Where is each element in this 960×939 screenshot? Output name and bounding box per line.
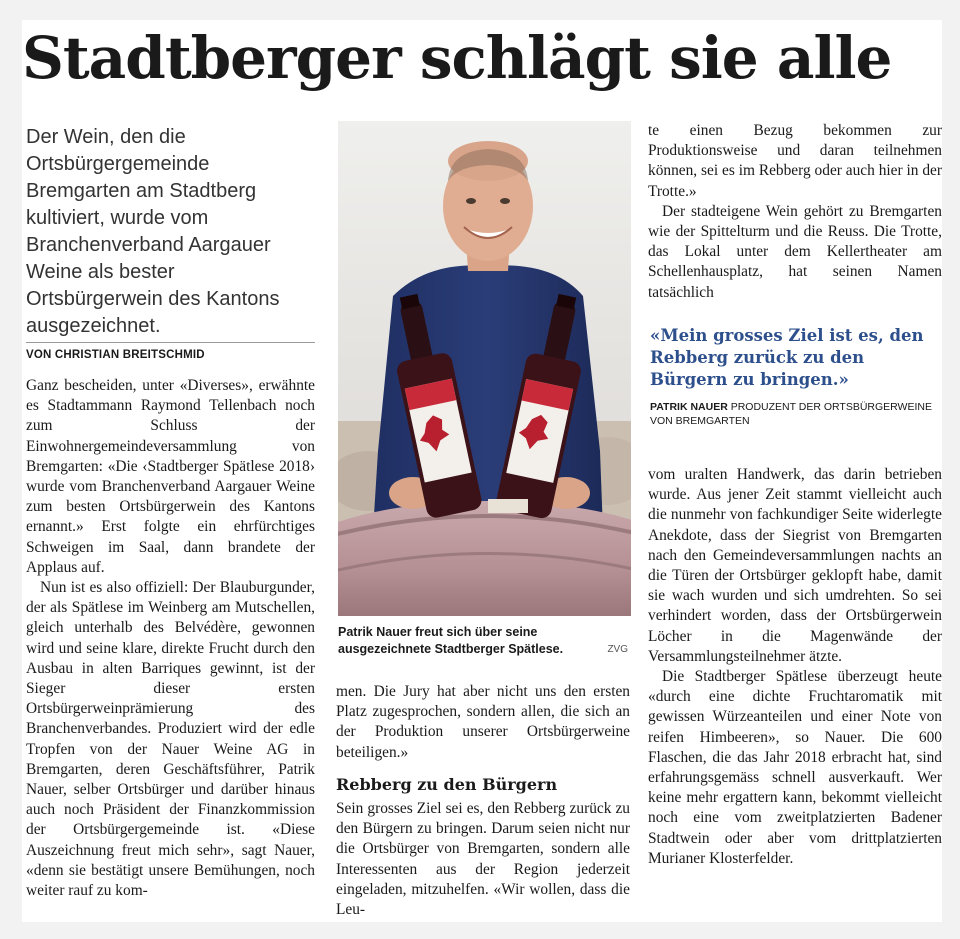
article-column-2 — [336, 682, 630, 920]
paragraph: Der stadteigene Wein gehört zu Bremgarten wie der Spittelturm und die Reuss. Die Trotte, das Lokal unter dem Kellertheater am Schellenhausplatz, hat seinen Namen tatsächlich — [648, 202, 942, 301]
caption-text: Patrik Nauer freut sich über seine ausgezeichnete Stadtberger Spätlese. — [338, 625, 564, 656]
article-column-3-top — [648, 121, 942, 303]
article-column-3-bottom — [648, 465, 942, 869]
paragraph: Ganz bescheiden, unter «Diverses», erwähnte es Stadtammann Raymond Tellenbach noch zum Schluss der Einwohnergemeindeversammlung von Bremgarten: «Die ‹Stadtberger Spätlese 2018› wurde vom Branchenverband Aargauer Weine zum besten Ortsbürgerwein des Kantons ernannt.» Erst folgte ein ehrfürchtiges Schweigen im Saal, dann brandete der Applaus auf. — [26, 377, 315, 576]
paragraph: te einen Bezug bekommen zur Produktionsweise und daran teilnehmen können, sei es im Rebberg oder auch hier in der Trotte.» — [648, 122, 942, 200]
pull-quote: «Mein grosses Ziel ist es, den Rebberg zurück zu den Bürgern zu bringen.» — [650, 326, 924, 389]
photo-caption — [338, 624, 631, 658]
photo-credit: ZVG — [607, 644, 628, 655]
lead-paragraph: Der Wein, den die Ortsbürgergemeinde Bremgarten am Stadtberg kultiviert, wurde vom Branchenverband Aargauer Weine als bester Ortsbürgerwein des Kantons ausgezeichnet. — [26, 126, 280, 337]
article-photo — [338, 121, 631, 616]
paragraph: Die Stadtberger Spätlese überzeugt heute «durch eine dichte Fruchtaromatik mit gewissen Würzeanteilen und einer Note von reifen Himbeeren», so Nauer. Die 600 Flaschen, die das Jahr 2018 erbracht hat, sind erfahrungsgemäss schnell ausverkauft. Wer keine mehr ergattern kann, bekommt vielleicht noch eine vom zweitplatzierten Badener Stadtwein oder aber vom drittplatzierten Murianer Klosterfelder. — [648, 668, 942, 867]
pull-quote-attribution — [650, 400, 940, 428]
paragraph: Nun ist es also offiziell: Der Blauburgunder, der als Spätlese im Weinberg am Mutschellen, gleich unterhalb des Belvédère, gewonnen wird und seine klare, direkte Frucht durch den Ausbau in alten Barriques gewinnt, ist der Sieger dieser ersten Ortsbürgerweinprämierung des Branchenverbandes. Produziert wird der edle Tropfen von der Nauer Weine AG in Bremgarten, deren Geschäftsführer, Patrik Nauer, selber Ortsbürger und darüber hinaus auch noch Präsident der Finanzkommission der Ortsbürgergemeinde ist. «Diese Auszeichnung freut mich sehr», sagt Nauer, «denn sie bestätigt unsere Bemühungen, noch weiter rauf zu kom- — [26, 579, 315, 900]
paragraph: vom uralten Handwerk, das darin betrieben wurde. Aus jener Zeit stammt vielleicht auch die nunmehr von fachkundiger Seite widerlegte Anekdote, dass der Siegrist von Bremgarten nach den Gemeindeversammlungen nachts an die Türen der Ortsbürger geklopft habe, damit sie wach wurden und sich umdrehten. So sei verhindert worden, dass der Ortsbürgerwein Löcher in die Magenwände der Versammlungsteilnehmer ätzte. — [648, 466, 942, 665]
subheading: Rebberg zu den Bürgern — [336, 774, 558, 794]
paragraph: men. Die Jury hat aber nicht uns den ersten Platz zugesprochen, sondern allen, die sich an der Produktion unserer Ortsbürgerweine beteiligen.» — [336, 683, 630, 761]
quote-author-role: PRODUZENT DER ORTSBÜRGERWEINE VON BREMGARTEN — [650, 401, 932, 427]
byline-divider — [26, 342, 315, 343]
newspaper-article — [22, 20, 942, 922]
quote-author: PATRIK NAUER — [650, 401, 728, 413]
headline: Stadtberger schlägt sie alle — [22, 24, 892, 92]
photo-winemaker-with-bottles — [338, 121, 631, 616]
byline: VON CHRISTIAN BREITSCHMID — [26, 349, 205, 361]
paragraph: Sein grosses Ziel sei es, den Rebberg zurück zu den Bürgern zu bringen. Darum seien nicht nur die Ortsbürger von Bremgarten, sondern alle Interessenten aus der Region jederzeit eingeladen, mitzuhelfen. «Wir wollen, dass die Leu- — [336, 800, 630, 919]
article-column-1 — [26, 376, 315, 901]
